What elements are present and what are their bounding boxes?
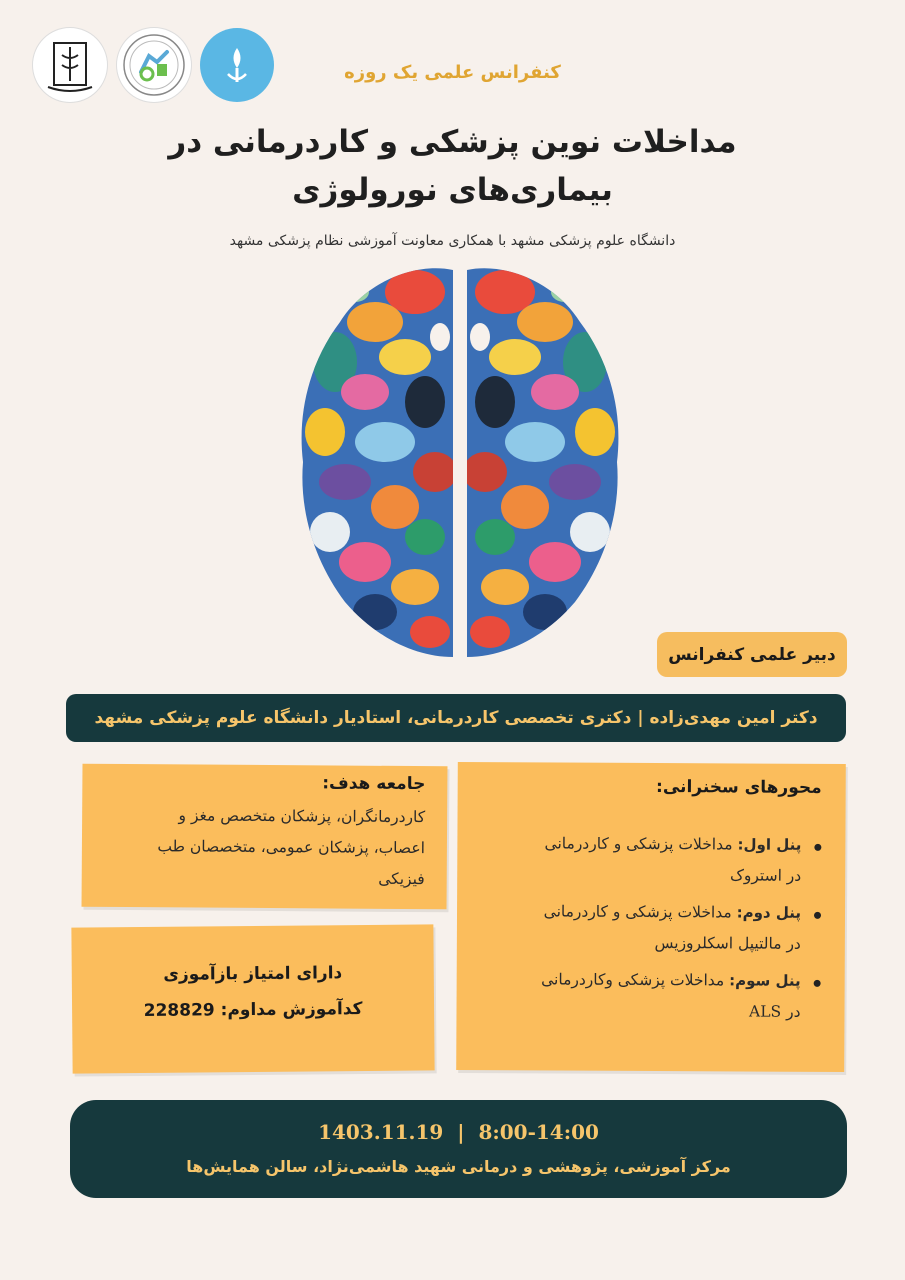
conference-kicker: کنفرانس علمی یک روزه (344, 62, 561, 83)
panel-label: پنل اول: (737, 835, 802, 854)
credit-line-1: دارای امتیاز بازآموزی (163, 963, 343, 985)
bullet-icon (814, 912, 821, 919)
title-line-2: بیماری‌های نورولوژی (292, 172, 613, 208)
date-time: 1403.11.19 | 8:00-14:00 (318, 1120, 599, 1144)
footer-panel (70, 1100, 847, 1198)
credit-line-2: کدآموزش مداوم: 228829 (143, 999, 363, 1021)
list-item (481, 828, 821, 892)
audience-box (82, 764, 448, 910)
audience-text (157, 800, 425, 895)
panel-label: پنل دوم: (736, 903, 802, 922)
panel-text-2: در مالتیپل اسکلروزیس (654, 934, 801, 953)
title-line-1: مداخلات نوین پزشکی و کاردرمانی در (168, 124, 737, 160)
panel-label: پنل سوم: (729, 971, 801, 990)
page-title (0, 118, 905, 214)
list-item (480, 964, 820, 1028)
list-item (481, 896, 821, 960)
audience-line-2: اعصاب، پزشکان عمومی، متخصصان طب (157, 837, 425, 858)
topics-box (456, 762, 846, 1072)
panel-text-1: مداخلات پزشکی و کاردرمانی (544, 834, 733, 854)
bullet-icon (814, 844, 821, 851)
audience-line-3: فیزیکی (378, 869, 425, 889)
panel-text-1: مداخلات پزشکی و کاردرمانی (543, 902, 732, 922)
secretary-tag: دبیر علمی کنفرانس (657, 632, 847, 677)
topics-list (480, 828, 821, 1034)
audience-heading: جامعه هدف: (322, 773, 426, 795)
panel-text-1: مداخلات پزشکی وکاردرمانی (541, 970, 725, 990)
topics-heading: محورهای سخنرانی: (656, 777, 822, 798)
organizer-subtitle: دانشگاه علوم پزشکی مشهد با همکاری معاونت آموزشی نظام پزشکی مشهد (229, 233, 676, 249)
secretary-name-bar: دکتر امین مهدی‌زاده | دکتری تخصصی کاردرمانی، استادیار دانشگاه علوم پزشکی مشهد (66, 694, 846, 742)
panel-text-2: در ALS (749, 1002, 801, 1021)
audience-line-1: کاردرمانگران، پزشکان متخصص مغز و (178, 806, 426, 827)
venue: مرکز آموزشی، پژوهشی و درمانی شهید هاشمی‌نژاد، سالن همایش‌ها (186, 1157, 731, 1176)
bullet-icon (814, 980, 821, 987)
panel-text-2: در استروک (729, 866, 802, 885)
brain-illustration (295, 262, 625, 662)
credit-box (71, 924, 434, 1073)
